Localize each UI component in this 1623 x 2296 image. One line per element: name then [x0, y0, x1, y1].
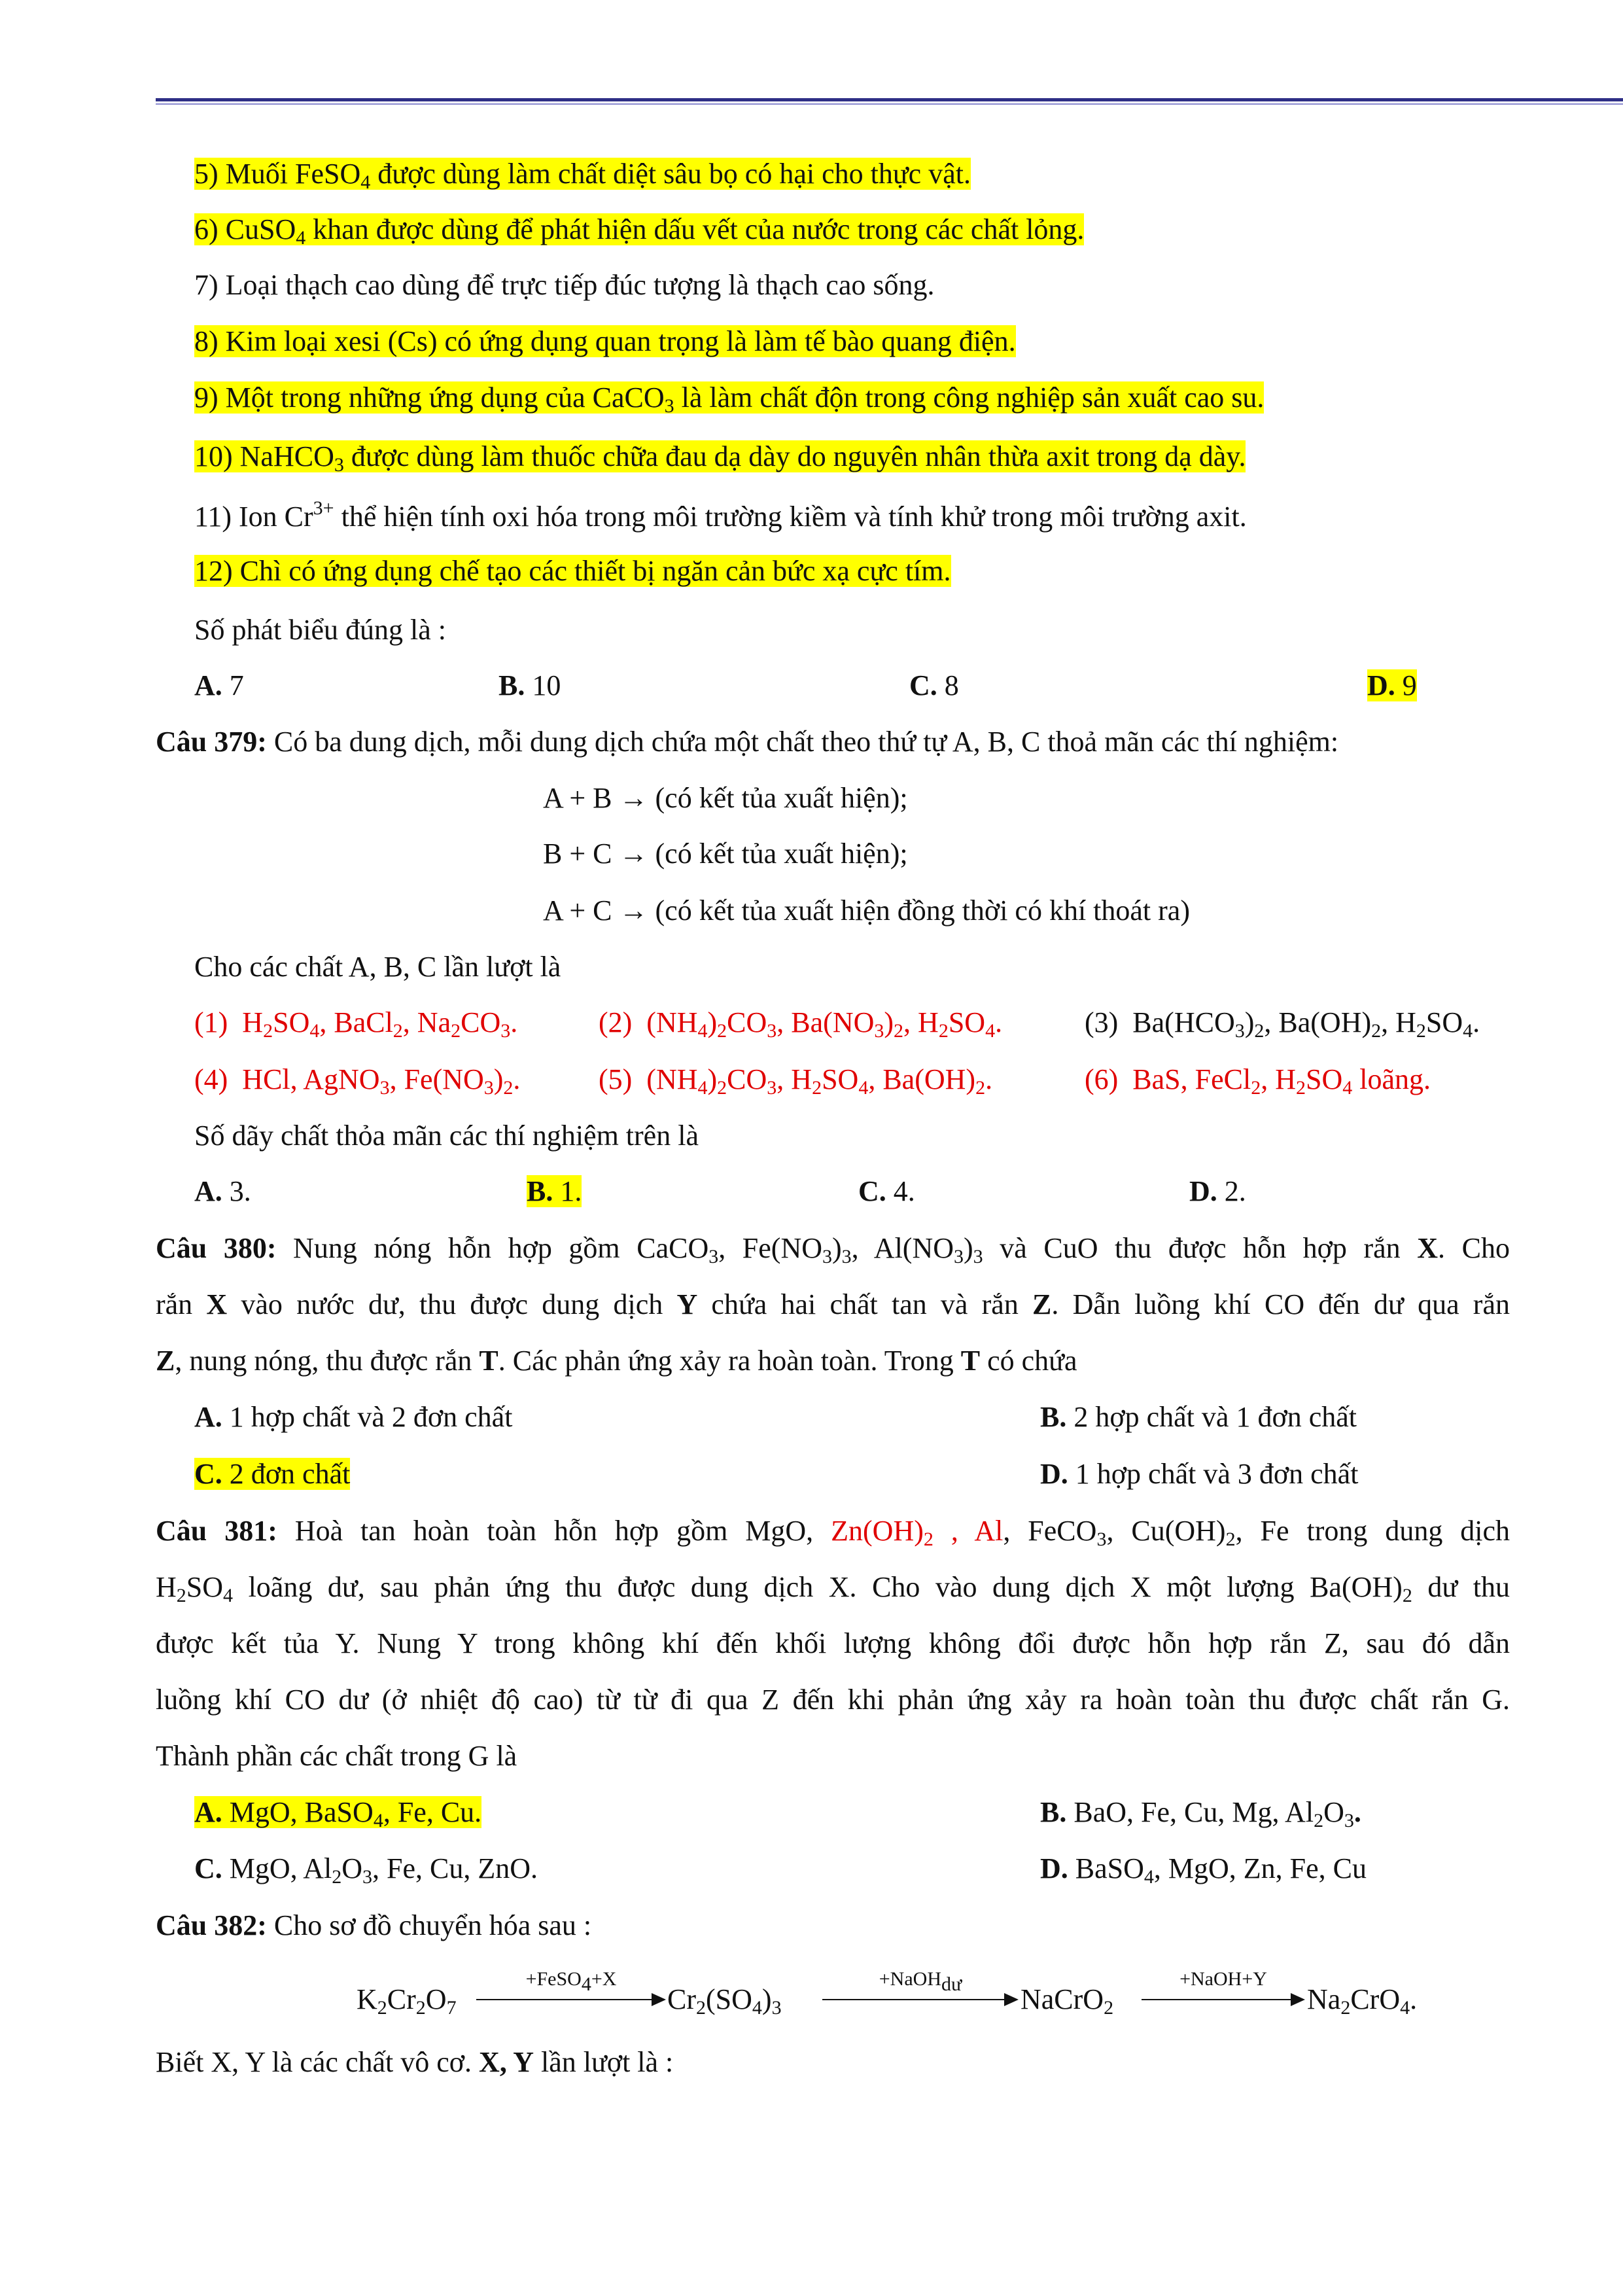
statement-6: 6) CuSO$_4$ khan được dùng để phát hiện dấu vết của nước trong các chất lỏng.: [194, 213, 1085, 249]
q380-stem-line-3: Z, nung nóng, thu được rắn T. Các phản ứng xảy ra hoàn toàn. Trong T có chứa: [156, 1345, 1077, 1377]
q381-stem-line-5: Thành phần các chất trong G là: [156, 1740, 517, 1772]
q379-option-a[interactable]: A. 3.: [194, 1175, 251, 1207]
q382-tail: Biết X, Y là các chất vô cơ. X, Y lần lượt là :: [156, 2046, 674, 2078]
q380-stem-line-2: rắn X vào nước dư, thu được dung dịch Y chứa hai chất tan và rắn Z. Dẫn luồng khí CO đến dư qua rắn: [156, 1288, 1510, 1320]
q379-stem: Câu 379: Có ba dung dịch, mỗi dung dịch chứa một chất theo thứ tự A, B, C thoả mãn các thí nghiệm:: [156, 726, 1339, 758]
q380-option-c[interactable]: C. 2 đơn chất: [194, 1458, 351, 1490]
species-na2cro4: $Na_2CrO_4$.: [1307, 1983, 1418, 2019]
q379-option-b[interactable]: B. 1.: [527, 1175, 582, 1207]
q379-intro: Cho các chất A, B, C lần lượt là: [194, 951, 561, 983]
q381-option-a[interactable]: A. MgO, BaSO$_4$, Fe, Cu.: [194, 1796, 482, 1831]
q380-option-b[interactable]: B. 2 hợp chất và 1 đơn chất: [1040, 1401, 1357, 1433]
q379-set-1: (1) $H_2SO_4$, BaCl$_2$, $Na_2CO_3$.: [194, 1006, 518, 1042]
statement-12: 12) Chì có ứng dụng chế tạo các thiết bị ngăn cản bức xạ cực tím.: [194, 555, 951, 587]
q379-set-4: (4) HCl, AgNO$_3$, $Fe(NO_3)_2$.: [194, 1063, 521, 1099]
q381-option-b[interactable]: B. BaO, Fe, Cu, Mg, $Al_2O_3$.: [1040, 1796, 1361, 1831]
arrow-2-label: +NaOH$_{dư}$: [879, 1968, 962, 1995]
statement-7: 7) Loại thạch cao dùng để trực tiếp đúc tượng là thạch cao sống.: [194, 269, 935, 301]
statements-question: Số phát biểu đúng là :: [194, 614, 446, 646]
statement-8: 8) Kim loại xesi (Cs) có ứng dụng quan trọng là làm tế bào quang điện.: [194, 325, 1016, 357]
q379-exp-3: A + C → (có kết tủa xuất hiện đồng thời có khí thoát ra): [543, 894, 1190, 927]
header-rule: [156, 98, 1623, 101]
q382-stem: Câu 382: Cho sơ đồ chuyển hóa sau :: [156, 1909, 592, 1941]
statement-5: 5) Muối FeSO$_4$ được dùng làm chất diệt sâu bọ có hại cho thực vật.: [194, 158, 971, 193]
statement-10: 10) NaHCO$_3$ được dùng làm thuốc chữa đau dạ dày do nguyên nhân thừa axit trong dạ dày.: [194, 440, 1246, 476]
q379-set-3: (3) $Ba(HCO_3)_2$, $Ba(OH)_2$, $H_2SO_4$.: [1085, 1006, 1480, 1042]
q381-stem-line-2: $H_2SO_4$ loãng dư, sau phản ứng thu được dung dịch X. Cho vào dung dịch X một lượng $Ba(OH)_2$ dư thu: [156, 1571, 1510, 1606]
species-cr2so43: $Cr_2(SO_4)_3$: [667, 1983, 782, 2019]
header-rule-thin: [156, 103, 1623, 105]
statement-11: 11) Ion $Cr^{3+}$ thể hiện tính oxi hóa trong môi trường kiềm và tính khử trong môi trường axit.: [194, 497, 1247, 533]
species-k2cr2o7: $K_2Cr_2O_7$: [357, 1983, 457, 2019]
q379-set-5: (5) $(NH_4)_2CO_3$, $H_2SO_4$, $Ba(OH)_2$.: [599, 1063, 993, 1099]
arrow-3-label: +NaOH+Y: [1179, 1968, 1267, 1990]
q380-option-d[interactable]: D. 1 hợp chất và 3 đơn chất: [1040, 1458, 1359, 1490]
species-nacro2: NaCrO$_2$: [1021, 1983, 1114, 2019]
q381-stem-line-4: luồng khí CO dư (ở nhiệt độ cao) từ từ đi qua Z đến khi phản ứng xảy ra hoàn toàn thu được chất rắn G.: [156, 1684, 1510, 1716]
q378-option-a[interactable]: A. 7: [194, 669, 244, 701]
statement-9: 9) Một trong những ứng dụng của CaCO$_3$ là làm chất độn trong công nghiệp sản xuất cao su.: [194, 381, 1265, 417]
q381-stem-line-3: được kết tủa Y. Nung Y trong không khí đến khối lượng không đổi được hỗn hợp rắn Z, sau đó dẫn: [156, 1627, 1510, 1659]
q379-exp-2: B + C → (có kết tủa xuất hiện);: [543, 838, 908, 870]
q379-set-6: (6) BaS, FeCl$_2$, $H_2SO_4$ loãng.: [1085, 1063, 1431, 1099]
q378-option-c[interactable]: C. 8: [909, 669, 959, 701]
q380-option-a[interactable]: A. 1 hợp chất và 2 đơn chất: [194, 1401, 513, 1433]
q378-option-b[interactable]: B. 10: [498, 669, 561, 701]
q379-set-2: (2) $(NH_4)_2CO_3$, $Ba(NO_3)_2$, $H_2SO_4$.: [599, 1006, 1003, 1042]
q379-exp-1: A + B → (có kết tủa xuất hiện);: [543, 782, 908, 814]
q379-question: Số dãy chất thỏa mãn các thí nghiệm trên là: [194, 1120, 699, 1152]
q380-stem-line-1: Câu 380: Nung nóng hỗn hợp gồm CaCO$_3$, $Fe(NO_3)_3$, $Al(NO_3)_3$ và CuO thu được hỗn hợp rắn X. Cho: [156, 1232, 1510, 1267]
q379-option-d[interactable]: D. 2.: [1189, 1175, 1246, 1207]
q381-option-d[interactable]: D. BaSO$_4$, MgO, Zn, Fe, Cu: [1040, 1852, 1367, 1888]
q379-option-c[interactable]: C. 4.: [858, 1175, 915, 1207]
q381-stem-line-1: Câu 381: Hoà tan hoàn toàn hỗn hợp gồm MgO, $Zn(OH)_2$ , Al, FeCO$_3$, $Cu(OH)_2$, Fe trong dung dịch: [156, 1515, 1510, 1550]
q381-option-c[interactable]: C. MgO, $Al_2O_3$, Fe, Cu, ZnO.: [194, 1852, 538, 1888]
q378-option-d[interactable]: D. 9: [1367, 669, 1417, 701]
arrow-1-label: +FeSO$_4$+X: [525, 1968, 617, 1995]
